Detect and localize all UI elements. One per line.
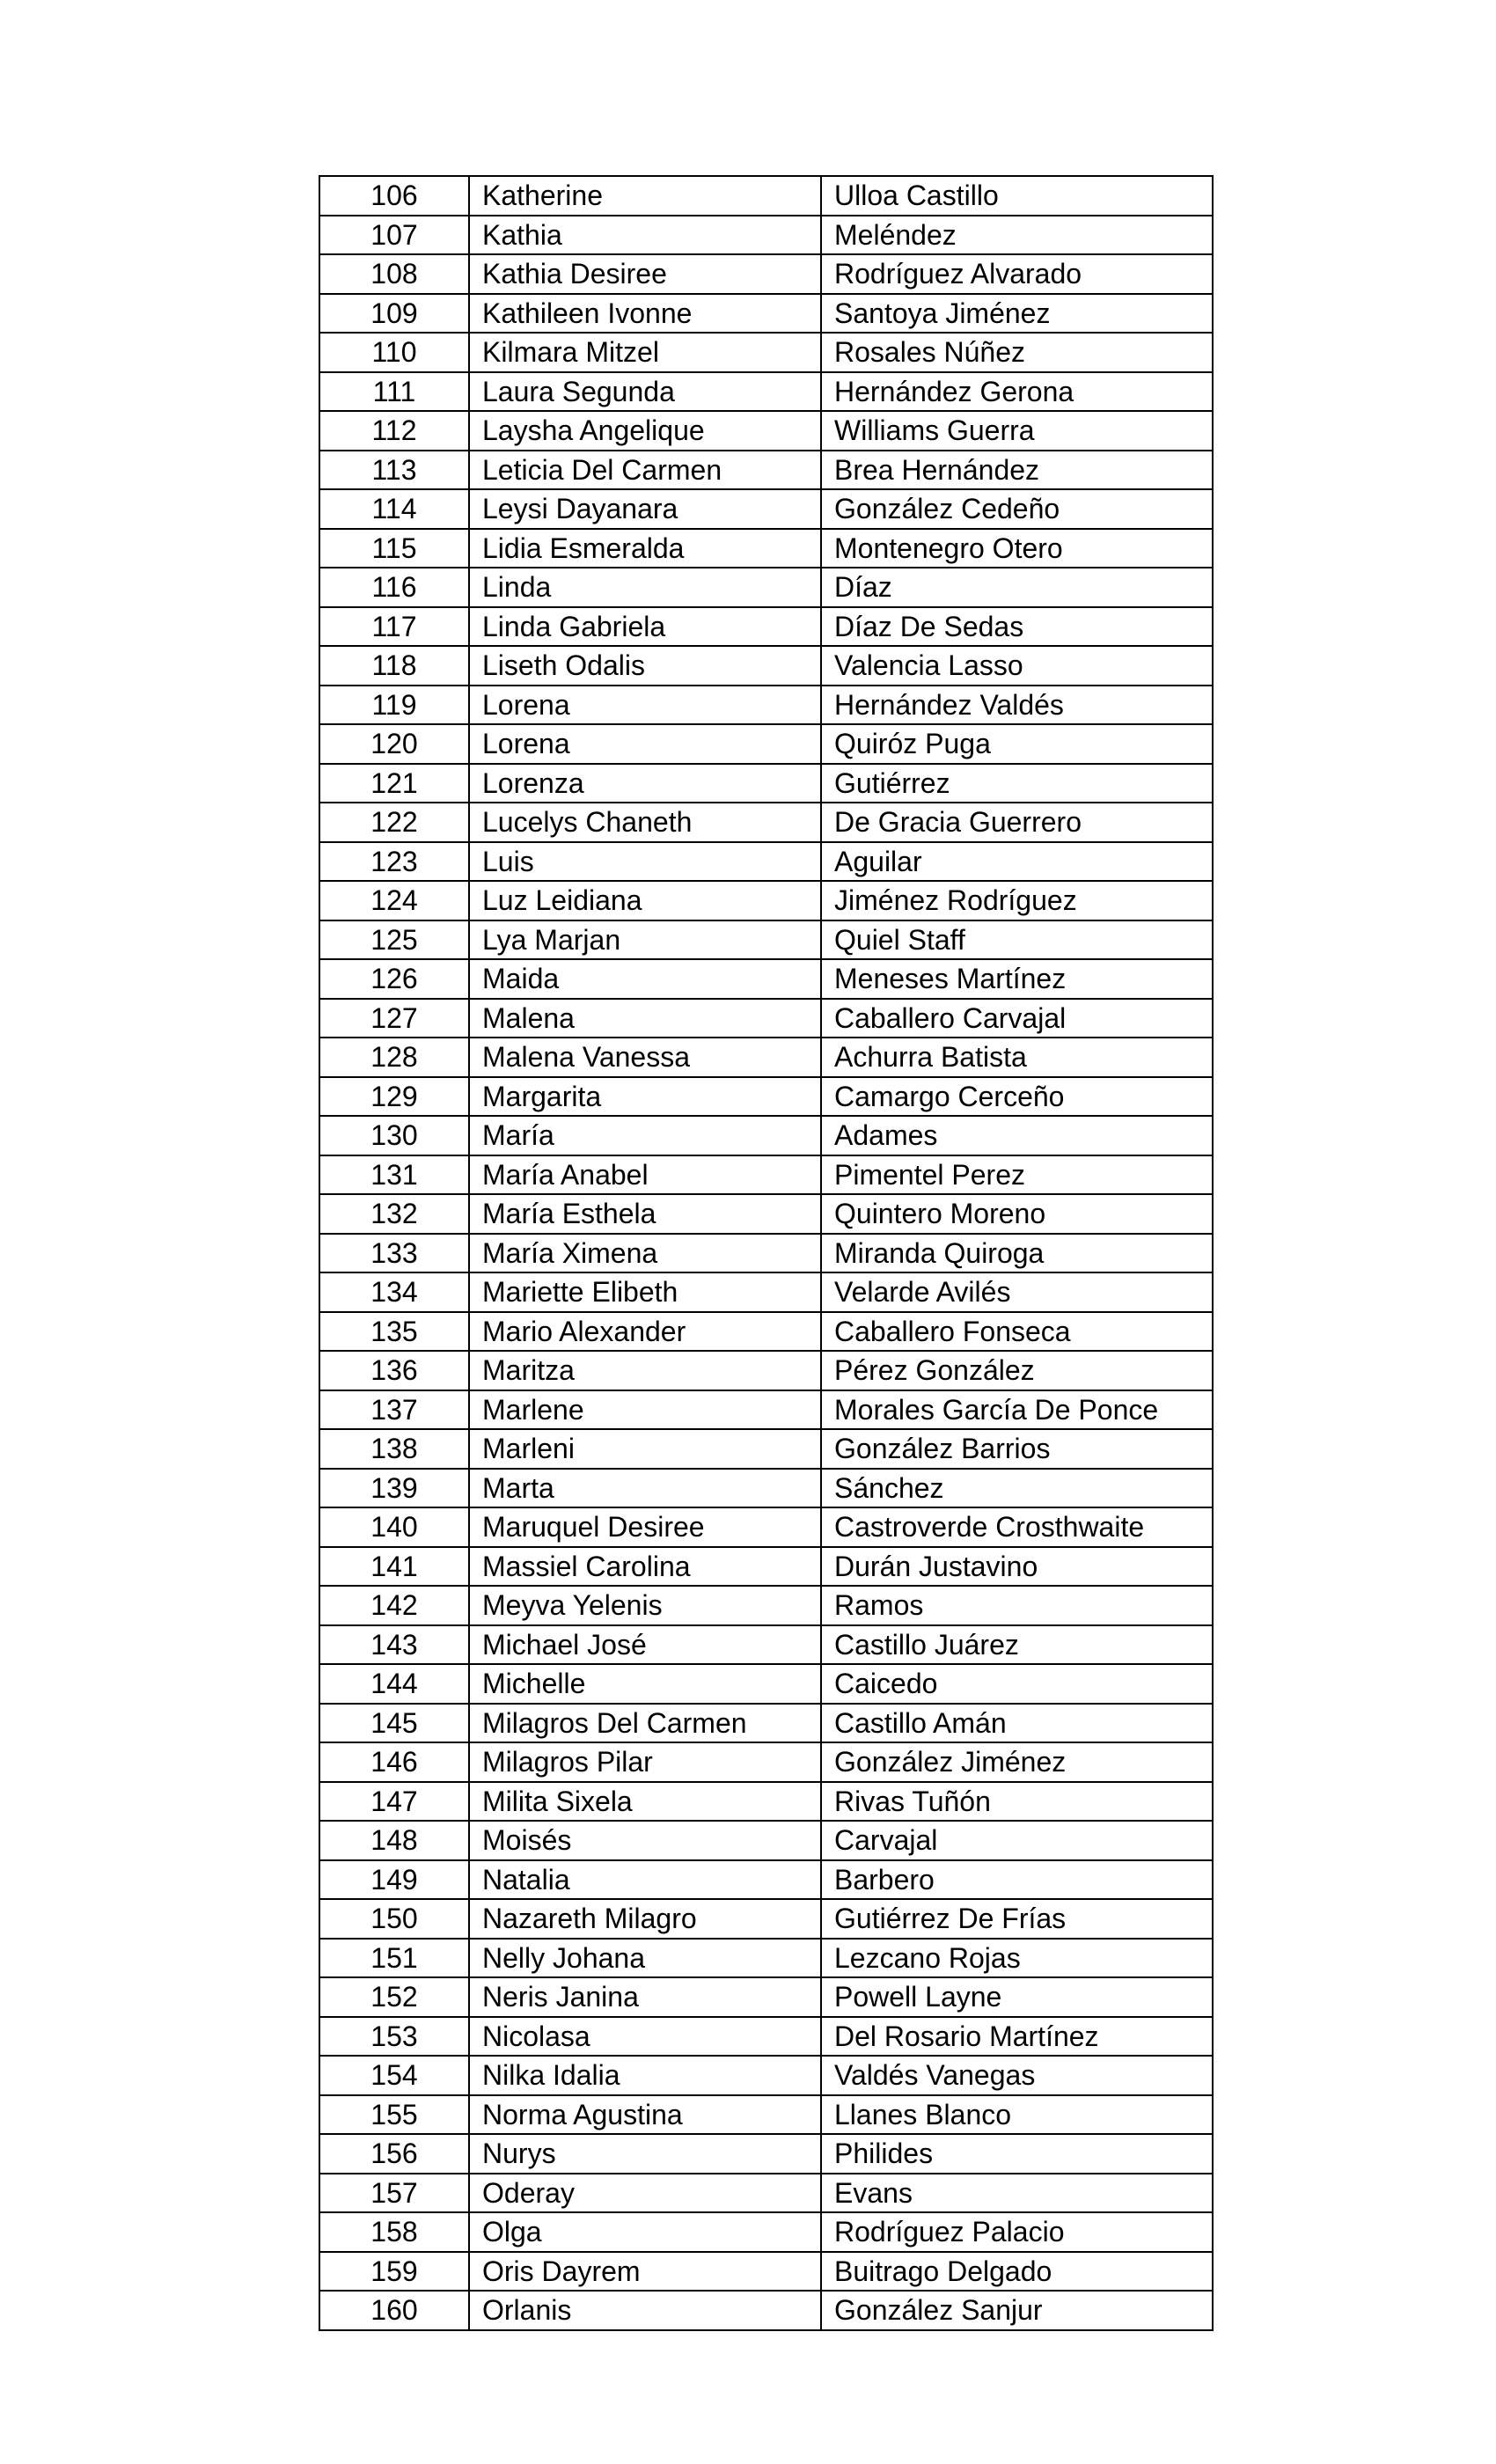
row-number-cell: 138 [319,1429,469,1469]
first-name-cell: Leysi Dayanara [469,489,821,529]
row-number-cell: 141 [319,1547,469,1587]
table-row [319,1077,1213,1117]
first-name-cell: Nilka Idalia [469,2056,821,2095]
row-number-cell: 130 [319,1116,469,1155]
table-row [319,1899,1213,1939]
last-name-cell: Caicedo [821,1664,1213,1704]
last-name-cell: González Cedeño [821,489,1213,529]
row-number-cell: 106 [319,176,469,216]
last-name-cell: Ramos [821,1586,1213,1625]
table-row [319,803,1213,842]
row-number-cell: 139 [319,1469,469,1508]
row-number-cell: 152 [319,1977,469,2017]
first-name-cell: Norma Agustina [469,2095,821,2135]
first-name-cell: Natalia [469,1860,821,1900]
row-number-cell: 122 [319,803,469,842]
first-name-cell: Oderay [469,2174,821,2213]
row-number-cell: 147 [319,1782,469,1822]
row-number-cell: 113 [319,451,469,490]
row-number-cell: 125 [319,920,469,960]
names-table-body [319,176,1213,2330]
last-name-cell: Quintero Moreno [821,1194,1213,1234]
row-number-cell: 137 [319,1390,469,1430]
last-name-cell: Barbero [821,1860,1213,1900]
table-row [319,2017,1213,2057]
last-name-cell: Durán Justavino [821,1547,1213,1587]
table-row [319,372,1213,412]
first-name-cell: Luis [469,842,821,882]
first-name-cell: Mariette Elibeth [469,1272,821,1312]
first-name-cell: Kathileen Ivonne [469,294,821,334]
row-number-cell: 145 [319,1704,469,1743]
first-name-cell: Nazareth Milagro [469,1899,821,1939]
row-number-cell: 149 [319,1860,469,1900]
last-name-cell: Velarde Avilés [821,1272,1213,1312]
last-name-cell: Jiménez Rodríguez [821,881,1213,920]
last-name-cell: Philides [821,2134,1213,2174]
last-name-cell: Castroverde Crosthwaite [821,1507,1213,1547]
row-number-cell: 160 [319,2291,469,2330]
first-name-cell: Neris Janina [469,1977,821,2017]
first-name-cell: Milita Sixela [469,1782,821,1822]
last-name-cell: Williams Guerra [821,411,1213,451]
last-name-cell: Aguilar [821,842,1213,882]
last-name-cell: Evans [821,2174,1213,2213]
last-name-cell: Adames [821,1116,1213,1155]
row-number-cell: 109 [319,294,469,334]
first-name-cell: Michelle [469,1664,821,1704]
table-row [319,1469,1213,1508]
first-name-cell: Meyva Yelenis [469,1586,821,1625]
table-row [319,1390,1213,1430]
last-name-cell: Valdés Vanegas [821,2056,1213,2095]
first-name-cell: Oris Dayrem [469,2252,821,2292]
last-name-cell: Pimentel Perez [821,1155,1213,1195]
table-row [319,2095,1213,2135]
last-name-cell: Hernández Valdés [821,686,1213,725]
first-name-cell: Kathia Desiree [469,254,821,294]
first-name-cell: Leticia Del Carmen [469,451,821,490]
last-name-cell: Morales García De Ponce [821,1390,1213,1430]
first-name-cell: Lucelys Chaneth [469,803,821,842]
last-name-cell: Valencia Lasso [821,646,1213,686]
last-name-cell: Castillo Amán [821,1704,1213,1743]
first-name-cell: Massiel Carolina [469,1547,821,1587]
last-name-cell: Gutiérrez [821,764,1213,803]
last-name-cell: Achurra Batista [821,1038,1213,1077]
first-name-cell: Michael José [469,1625,821,1665]
row-number-cell: 144 [319,1664,469,1704]
row-number-cell: 121 [319,764,469,803]
table-row [319,2056,1213,2095]
table-row [319,216,1213,255]
row-number-cell: 108 [319,254,469,294]
last-name-cell: González Jiménez [821,1742,1213,1782]
row-number-cell: 127 [319,999,469,1038]
first-name-cell: Marleni [469,1429,821,1469]
table-row [319,1429,1213,1469]
row-number-cell: 135 [319,1312,469,1352]
row-number-cell: 114 [319,489,469,529]
first-name-cell: Nicolasa [469,2017,821,2057]
first-name-cell: Liseth Odalis [469,646,821,686]
last-name-cell: Brea Hernández [821,451,1213,490]
first-name-cell: Maritza [469,1351,821,1390]
first-name-cell: Marlene [469,1390,821,1430]
first-name-cell: Lya Marjan [469,920,821,960]
last-name-cell: Meneses Martínez [821,959,1213,999]
last-name-cell: De Gracia Guerrero [821,803,1213,842]
last-name-cell: Powell Layne [821,1977,1213,2017]
last-name-cell: Montenegro Otero [821,529,1213,568]
table-row [319,920,1213,960]
table-row [319,646,1213,686]
first-name-cell: Laura Segunda [469,372,821,412]
row-number-cell: 115 [319,529,469,568]
table-row [319,1155,1213,1195]
first-name-cell: Moisés [469,1821,821,1860]
last-name-cell: Díaz [821,568,1213,607]
row-number-cell: 156 [319,2134,469,2174]
table-row [319,881,1213,920]
last-name-cell: Llanes Blanco [821,2095,1213,2135]
table-row [319,1860,1213,1900]
table-row [319,333,1213,372]
table-row [319,1194,1213,1234]
row-number-cell: 153 [319,2017,469,2057]
last-name-cell: Gutiérrez De Frías [821,1899,1213,1939]
last-name-cell: Miranda Quiroga [821,1234,1213,1273]
table-row [319,724,1213,764]
row-number-cell: 128 [319,1038,469,1077]
table-row [319,1116,1213,1155]
table-row [319,176,1213,216]
row-number-cell: 136 [319,1351,469,1390]
last-name-cell: Quiel Staff [821,920,1213,960]
last-name-cell: Carvajal [821,1821,1213,1860]
table-row [319,1977,1213,2017]
first-name-cell: María Esthela [469,1194,821,1234]
table-row [319,1782,1213,1822]
table-row [319,764,1213,803]
table-row [319,1742,1213,1782]
row-number-cell: 126 [319,959,469,999]
first-name-cell: Malena Vanessa [469,1038,821,1077]
table-row [319,1272,1213,1312]
first-name-cell: Olga [469,2212,821,2252]
row-number-cell: 154 [319,2056,469,2095]
row-number-cell: 158 [319,2212,469,2252]
table-row [319,1234,1213,1273]
row-number-cell: 151 [319,1939,469,1978]
row-number-cell: 146 [319,1742,469,1782]
table-row [319,1507,1213,1547]
last-name-cell: Pérez González [821,1351,1213,1390]
first-name-cell: Milagros Pilar [469,1742,821,1782]
row-number-cell: 140 [319,1507,469,1547]
table-row [319,2291,1213,2330]
first-name-cell: Orlanis [469,2291,821,2330]
row-number-cell: 134 [319,1272,469,1312]
row-number-cell: 123 [319,842,469,882]
first-name-cell: Kilmara Mitzel [469,333,821,372]
last-name-cell: Rodríguez Palacio [821,2212,1213,2252]
row-number-cell: 148 [319,1821,469,1860]
last-name-cell: Rivas Tuñón [821,1782,1213,1822]
table-row [319,2174,1213,2213]
table-row [319,959,1213,999]
row-number-cell: 112 [319,411,469,451]
last-name-cell: González Sanjur [821,2291,1213,2330]
first-name-cell: Marta [469,1469,821,1508]
first-name-cell: Laysha Angelique [469,411,821,451]
row-number-cell: 157 [319,2174,469,2213]
last-name-cell: Camargo Cerceño [821,1077,1213,1117]
last-name-cell: Santoya Jiménez [821,294,1213,334]
row-number-cell: 129 [319,1077,469,1117]
table-row [319,2212,1213,2252]
row-number-cell: 142 [319,1586,469,1625]
last-name-cell: Buitrago Delgado [821,2252,1213,2292]
last-name-cell: Rosales Núñez [821,333,1213,372]
last-name-cell: Quiróz Puga [821,724,1213,764]
table-row [319,1038,1213,1077]
row-number-cell: 118 [319,646,469,686]
first-name-cell: Katherine [469,176,821,216]
table-row [319,2134,1213,2174]
table-row [319,607,1213,647]
table-row [319,999,1213,1038]
first-name-cell: María [469,1116,821,1155]
first-name-cell: Lorena [469,686,821,725]
row-number-cell: 131 [319,1155,469,1195]
table-row [319,568,1213,607]
table-row [319,411,1213,451]
last-name-cell: Caballero Fonseca [821,1312,1213,1352]
last-name-cell: Caballero Carvajal [821,999,1213,1038]
table-row [319,1547,1213,1587]
first-name-cell: Lidia Esmeralda [469,529,821,568]
first-name-cell: Linda [469,568,821,607]
last-name-cell: Sánchez [821,1469,1213,1508]
last-name-cell: Hernández Gerona [821,372,1213,412]
table-row [319,2252,1213,2292]
row-number-cell: 155 [319,2095,469,2135]
table-row [319,1586,1213,1625]
last-name-cell: Ulloa Castillo [821,176,1213,216]
last-name-cell: Castillo Juárez [821,1625,1213,1665]
first-name-cell: María Anabel [469,1155,821,1195]
first-name-cell: Linda Gabriela [469,607,821,647]
table-row [319,1821,1213,1860]
table-row [319,1664,1213,1704]
first-name-cell: Luz Leidiana [469,881,821,920]
row-number-cell: 133 [319,1234,469,1273]
row-number-cell: 107 [319,216,469,255]
last-name-cell: Rodríguez Alvarado [821,254,1213,294]
first-name-cell: Maida [469,959,821,999]
last-name-cell: Lezcano Rojas [821,1939,1213,1978]
table-row [319,489,1213,529]
last-name-cell: Díaz De Sedas [821,607,1213,647]
first-name-cell: Lorena [469,724,821,764]
first-name-cell: Mario Alexander [469,1312,821,1352]
row-number-cell: 124 [319,881,469,920]
table-row [319,254,1213,294]
table-row [319,529,1213,568]
row-number-cell: 132 [319,1194,469,1234]
first-name-cell: Margarita [469,1077,821,1117]
first-name-cell: Kathia [469,216,821,255]
row-number-cell: 120 [319,724,469,764]
table-row [319,1939,1213,1978]
first-name-cell: Milagros Del Carmen [469,1704,821,1743]
first-name-cell: Nurys [469,2134,821,2174]
table-row [319,1625,1213,1665]
last-name-cell: Meléndez [821,216,1213,255]
row-number-cell: 143 [319,1625,469,1665]
row-number-cell: 159 [319,2252,469,2292]
table-row [319,686,1213,725]
row-number-cell: 150 [319,1899,469,1939]
table-row [319,1351,1213,1390]
table-row [319,294,1213,334]
table-row [319,451,1213,490]
last-name-cell: González Barrios [821,1429,1213,1469]
table-row [319,1312,1213,1352]
row-number-cell: 119 [319,686,469,725]
row-number-cell: 110 [319,333,469,372]
row-number-cell: 111 [319,372,469,412]
table-row [319,1704,1213,1743]
first-name-cell: María Ximena [469,1234,821,1273]
first-name-cell: Maruquel Desiree [469,1507,821,1547]
first-name-cell: Lorenza [469,764,821,803]
first-name-cell: Malena [469,999,821,1038]
table-row [319,842,1213,882]
row-number-cell: 117 [319,607,469,647]
row-number-cell: 116 [319,568,469,607]
last-name-cell: Del Rosario Martínez [821,2017,1213,2057]
first-name-cell: Nelly Johana [469,1939,821,1978]
names-table [319,175,1214,2331]
